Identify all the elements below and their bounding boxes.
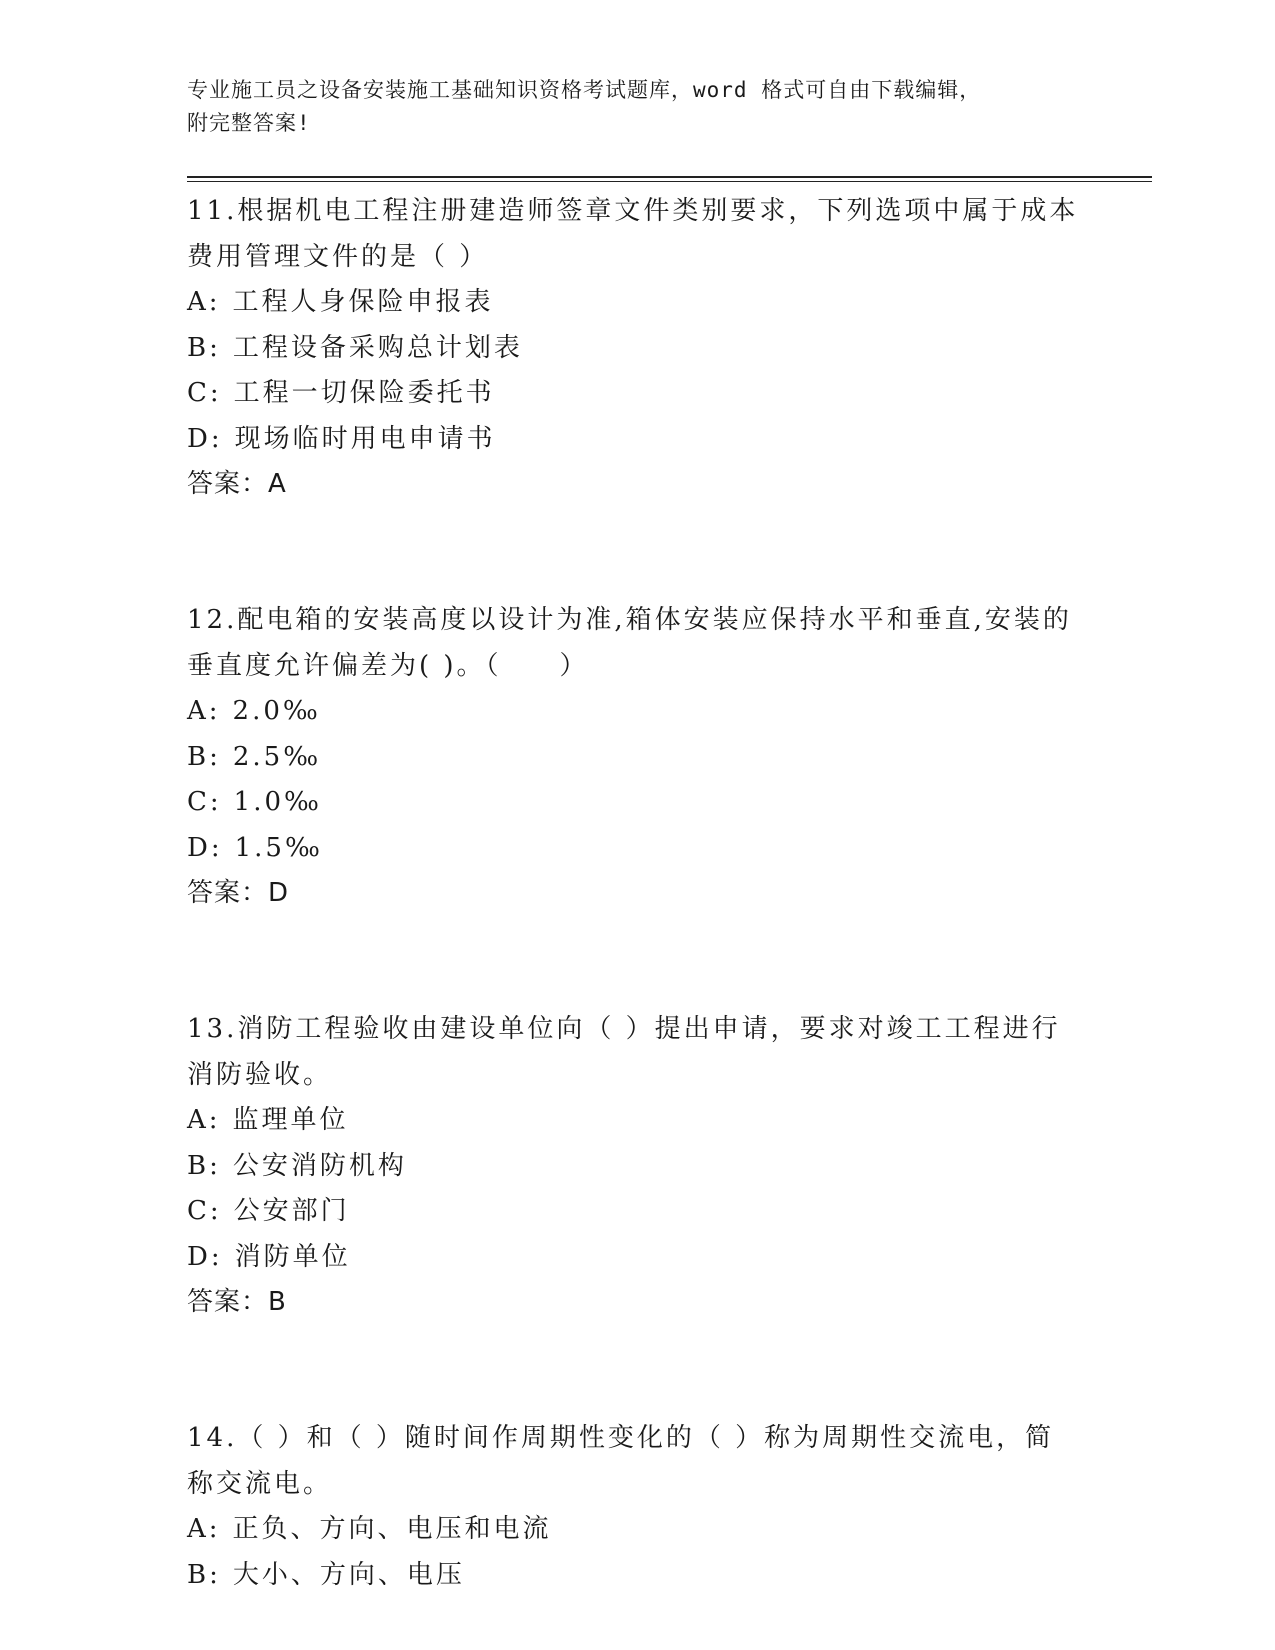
header-rule-thick [187,176,1152,178]
option-text: 大小、方向、电压 [232,1559,465,1590]
header-line-2: 附完整答案! [187,111,311,135]
option-text: 工程一切保险委托书 [233,378,495,408]
question-12 [187,597,1087,916]
option-letter: C: [187,787,222,817]
option-letter: D: [187,423,223,454]
option-a [187,1098,1087,1144]
option-letter: B: [187,741,221,772]
option-text: 工程设备采购总计划表 [232,332,523,363]
option-text: 公安部门 [233,1196,350,1226]
option-a [187,689,1087,735]
option-text: 1.5‰ [234,832,323,863]
option-b [187,326,1087,372]
question-gap [187,916,1087,1006]
option-letter: A: [187,287,221,317]
header-line-1: 专业施工员之设备安装施工基础知识资格考试题库，word 格式可自由下载编辑， [187,78,982,102]
option-c [187,780,1087,826]
option-letter: A: [187,1105,221,1135]
answer: 答案：D [187,878,290,908]
option-text: 监理单位 [232,1105,349,1135]
option-d [187,826,1087,872]
document-header [187,74,1067,140]
option-letter: B: [187,1150,221,1181]
answer: 答案：A [187,469,287,499]
option-text: 消防单位 [234,1241,351,1272]
question-stem-line-2: 垂直度允许偏差为( )。（ ） [187,651,589,681]
question-11 [187,188,1087,507]
question-stem-line-1: 11.根据机电工程注册建造师签章文件类别要求，下列选项中属于成本 [187,196,1079,226]
option-letter: D: [187,1241,223,1272]
option-d [187,417,1087,463]
option-b [187,735,1087,781]
option-letter: B: [187,332,221,363]
option-text: 2.0‰ [232,696,321,726]
question-stem-line-1: 14.（ ）和（ ）随时间作周期性变化的（ ）称为周期性交流电，简 [187,1423,1055,1453]
option-d [187,1235,1087,1281]
question-gap [187,1325,1087,1415]
option-letter: A: [187,1514,221,1544]
option-a [187,1507,1087,1553]
question-14 [187,1415,1087,1598]
option-b [187,1144,1087,1190]
option-text: 1.0‰ [233,787,322,817]
option-letter: A: [187,696,221,726]
header-rule-thin [187,181,1152,182]
option-c [187,1189,1087,1235]
option-letter: D: [187,832,223,863]
answer: 答案：B [187,1287,287,1317]
option-text: 公安消防机构 [232,1150,407,1181]
option-letter: C: [187,1196,222,1226]
option-text: 2.5‰ [232,741,322,772]
question-stem-line-1: 13.消防工程验收由建设单位向（ ）提出申请，要求对竣工工程进行 [187,1014,1061,1044]
option-text: 正负、方向、电压和电流 [232,1514,552,1544]
question-list [187,188,1087,1598]
option-b [187,1553,1087,1599]
option-text: 现场临时用电申请书 [234,423,496,454]
question-stem-line-2: 费用管理文件的是（ ） [187,242,489,272]
question-13 [187,1006,1087,1325]
question-stem-line-2: 称交流电。 [187,1469,333,1499]
question-stem-line-2: 消防验收。 [187,1060,333,1090]
option-c [187,371,1087,417]
option-a [187,280,1087,326]
option-letter: B: [187,1559,221,1590]
option-letter: C: [187,378,222,408]
option-text: 工程人身保险申报表 [232,287,494,317]
question-gap [187,507,1087,597]
question-stem-line-1: 12.配电箱的安装高度以设计为准,箱体安装应保持水平和垂直,安装的 [187,605,1072,635]
